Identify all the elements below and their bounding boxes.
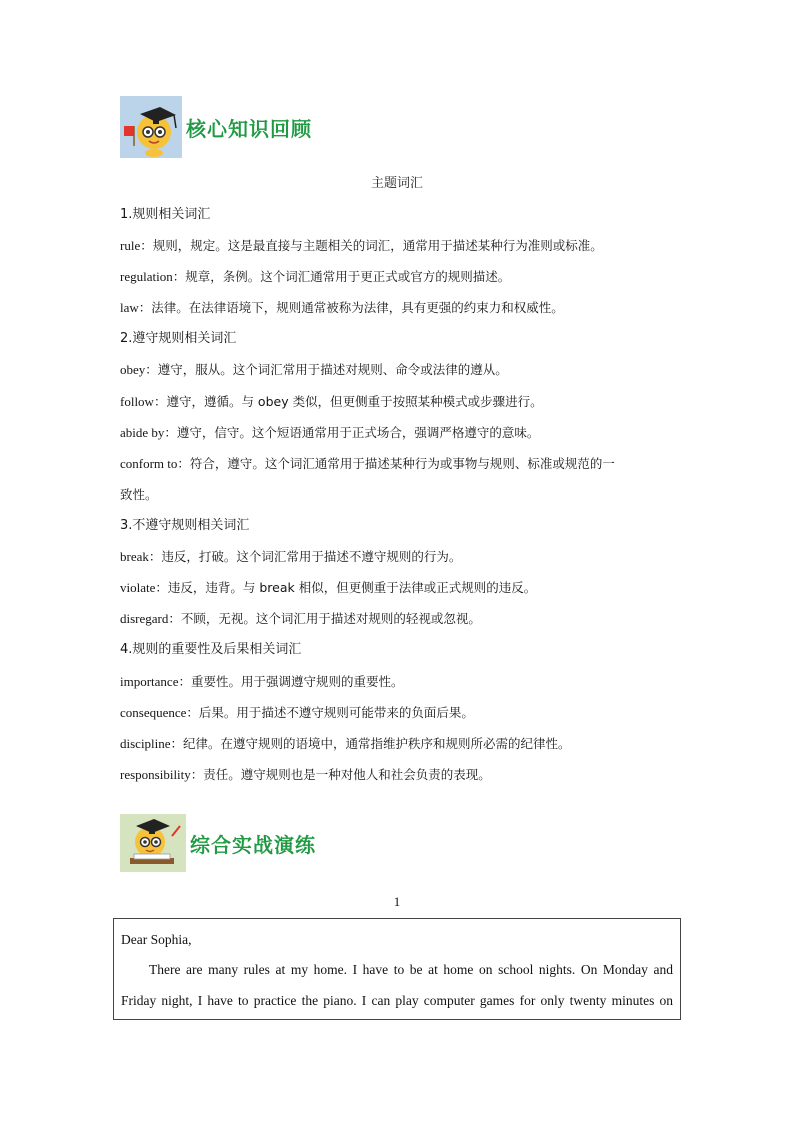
vocab-item: disregard：不顾，无视。这个词汇用于描述对规则的轻视或忽视。 xyxy=(120,611,481,626)
vocab-item: responsibility：责任。遵守规则也是一种对他人和社会负责的表现。 xyxy=(120,767,491,782)
letter-greeting: Dear Sophia, xyxy=(121,932,192,947)
vocab-heading: 2.遵守规则相关词汇 xyxy=(120,331,237,346)
subtitle: 主题词汇 xyxy=(370,176,423,191)
vocab-heading: 3.不遵守规则相关词汇 xyxy=(120,518,250,533)
vocab-item: law：法律。在法律语境下，规则通常被称为法律，具有更强的约束力和权威性。 xyxy=(120,300,564,315)
vocab-item: rule：规则，规定。这是最直接与主题相关的词汇，通常用于描述某种行为准则或标准。 xyxy=(120,238,603,253)
section-title: 综合实战演练 xyxy=(190,832,316,857)
vocab-item-continued: 致性。 xyxy=(120,487,158,502)
vocab-heading: 1.规则相关词汇 xyxy=(120,207,211,222)
vocab-item: regulation：规章，条例。这个词汇通常用于更正式或官方的规则描述。 xyxy=(120,269,511,284)
section-header-practice xyxy=(120,814,316,872)
vocab-item: follow：遵守，遵循。与 obey 类似，但更侧重于按照某种模式或步骤进行。 xyxy=(120,394,543,409)
section-header-review xyxy=(120,96,312,158)
letter-line: Friday night, I have to practice the piano. I can play computer games for only twenty minutes on xyxy=(121,993,673,1008)
page-number: 1 xyxy=(393,894,401,909)
letter-line: There are many rules at my home. I have to be at home on school nights. On Monday and xyxy=(149,962,673,977)
vocab-item: importance：重要性。用于强调遵守规则的重要性。 xyxy=(120,674,404,689)
vocab-item: abide by：遵守，信守。这个短语通常用于正式场合，强调严格遵守的意味。 xyxy=(120,425,540,440)
reading-mascot-icon xyxy=(120,814,186,872)
section-title: 核心知识回顾 xyxy=(186,116,312,141)
vocab-item: obey：遵守，服从。这个词汇常用于描述对规则、命令或法律的遵从。 xyxy=(120,362,508,377)
vocab-item: violate：违反，违背。与 break 相似，但更侧重于法律或正式规则的违反。 xyxy=(120,580,537,595)
vocab-item: conform to：符合，遵守。这个词汇通常用于描述某种行为或事物与规则、标准或规范的一 xyxy=(120,456,615,471)
vocab-item: discipline：纪律。在遵守规则的语境中，通常指维护秩序和规则所必需的纪律性。 xyxy=(120,736,571,751)
vocab-item: break：违反，打破。这个词汇常用于描述不遵守规则的行为。 xyxy=(120,549,462,564)
vocab-item: consequence：后果。用于描述不遵守规则可能带来的负面后果。 xyxy=(120,705,474,720)
graduate-mascot-icon xyxy=(120,96,182,158)
letter-passage-box xyxy=(113,918,681,1020)
vocab-heading: 4.规则的重要性及后果相关词汇 xyxy=(120,642,302,657)
